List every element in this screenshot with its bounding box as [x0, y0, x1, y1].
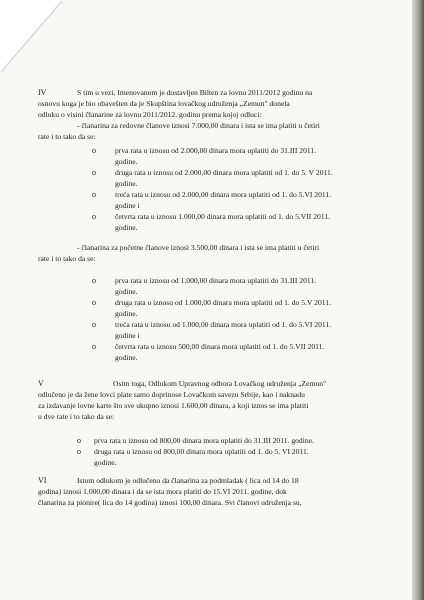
beginner-installment-1-cont: godine. [115, 287, 138, 296]
regular-fee-line-2: rate i to tako da se: [38, 132, 96, 141]
section-vi-line-3: članarina za pionire( lica do 14 godina) iznosi 100,00 dinara. Svi članovi udruženja su, [38, 498, 302, 507]
list-bullet: o [92, 146, 96, 155]
scan-edge-shadow [412, 0, 424, 600]
regular-installment-3-cont: godine i [115, 201, 140, 210]
regular-installment-1-cont: godine. [115, 157, 138, 166]
regular-installment-4: četvrta rata u iznosu 1.000,00 dinara mora uplatiti od 1. do 5.VII 2011. [115, 212, 331, 221]
beginner-installment-2-cont: godine. [115, 309, 138, 318]
beginner-installment-4: četvrta rata u iznosu 500,00 dinara mora uplatiti od 1. do 5.VII 2011. [115, 342, 325, 351]
regular-installment-2-cont: godine. [115, 179, 138, 188]
section-iv-intro-line-1: S tim u vezi, Imenovanom je dostavljen Bilten za lovnu 2011/2012 godinu na [77, 88, 313, 97]
section-vi-line-1: Istom odlukom je odlučeno da članarina za podmladak ( lica od 14 do 18 [77, 476, 299, 485]
section-vi-numeral: VI [38, 476, 47, 485]
list-bullet: o [92, 212, 96, 221]
beginner-installment-3: treća rata u iznosu od 1.000,00 dinara mora uplatiti od 1. do 5.VI 2011. [115, 320, 332, 329]
section-v-line-4: u dve rate i to tako da se: [38, 412, 115, 421]
regular-installment-1: prva rata u iznosu od 2.000,00 dinara mora uplatiti do 31.III 2011. [115, 146, 317, 155]
section-v-numeral: V [38, 379, 44, 388]
section-v-line-1: Osim toga, Odlukom Upravnog odbora Lovačkog udruženja „Zemun" [113, 379, 327, 388]
beginner-installment-2: druga rata u iznosu od 1.000,00 dinara mora uplatiti od 1. do 5.V 2011. [115, 298, 331, 307]
section-vi-line-2: godina) iznosi 1.000,00 dinara i da se ista mora platiti do 15.VI 2011. godine, dok [38, 487, 287, 496]
section-iv-numeral: IV [38, 88, 47, 97]
section-v-line-2: odlučeno je da žene lovci plate samo doprinose Lovačkom savezu Srbije, kao i naknadu [38, 390, 305, 399]
beginner-fee-line-2: rate i to tako da se: [38, 254, 96, 263]
beginner-installment-3-cont: godine i [115, 331, 140, 340]
regular-installment-3: treća rata u iznosu od 2.000,00 dinara mora uplatiti od 1. do 5.VI 2011. [115, 190, 332, 199]
list-bullet: o [92, 168, 96, 177]
section-v-installment-1: prva rata u iznosu od 800,00 dinara mora uplatiti do 31.III 2011. godine. [94, 436, 314, 445]
regular-installment-2: druga rata u iznosu od 2.000,00 dinara mora uplatiti od 1. do 5. V 2011. [115, 168, 333, 177]
beginner-installment-4-cont: godine. [115, 353, 138, 362]
beginner-installment-1: prva rata u iznosu od 1.000,00 dinara mora uplatiti do 31.III 2011. [115, 276, 317, 285]
regular-fee-line-1: - članarina za redovne članove iznosi 7.000,00 dinara i ista se ima platiti u četiri [77, 121, 320, 130]
list-bullet: o [92, 190, 96, 199]
beginner-fee-line-1: - članarina za početne članove iznosi 3.500,00 dinara i ista se ima platiti u četiri [77, 243, 320, 252]
folded-corner [0, 0, 62, 72]
list-bullet: o [92, 276, 96, 285]
list-bullet: o [92, 320, 96, 329]
section-v-line-3: za izdavanje lovne karte što sve ukupno iznosi 1.600,00 dinara, a koji iznos se ima platiti [38, 401, 309, 410]
list-bullet: o [77, 436, 81, 445]
section-v-installment-2: druga rata u iznosu od 800,00 dinara mora uplatiti od 1. do 5. VI 2011. [94, 447, 309, 456]
list-bullet: o [92, 342, 96, 351]
section-iv-intro-line-3: odluku o visini članarine za lovnu 2011/2012. godinu prema kojoj odluci: [38, 110, 262, 119]
regular-installment-4-cont: godine. [115, 223, 138, 232]
list-bullet: o [92, 298, 96, 307]
section-v-installment-2-cont: godine. [94, 458, 117, 467]
section-iv-intro-line-2: osnovu koga je bio obavešten da je Skupština lovačkog udruženja „Zemun" donela [38, 99, 290, 108]
list-bullet: o [77, 447, 81, 456]
